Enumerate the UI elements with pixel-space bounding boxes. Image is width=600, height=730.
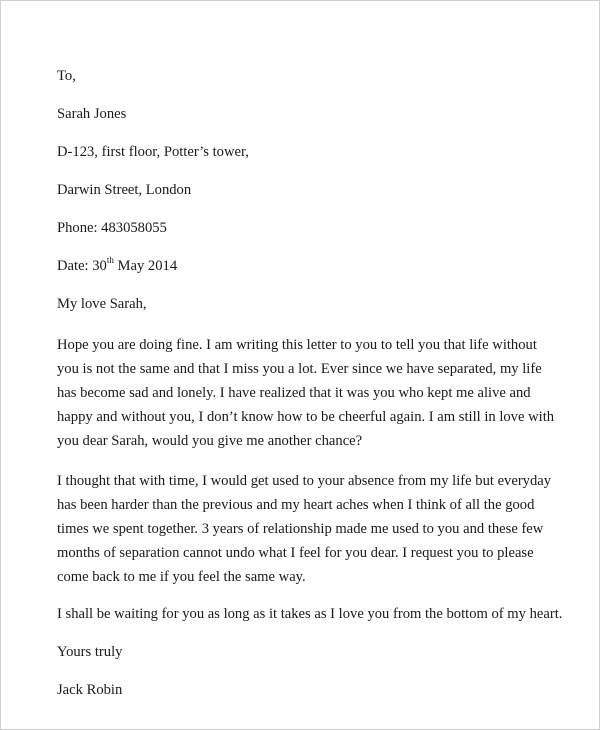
- paragraph-2-line: I thought that with time, I would get used to your absence from my life but everyday: [57, 473, 552, 489]
- closing: Yours truly: [57, 644, 123, 660]
- paragraph-2-line: come back to me if you feel the same way.: [57, 569, 306, 585]
- paragraph-1: [57, 333, 587, 453]
- address-line-2: Darwin Street, London: [57, 182, 192, 198]
- signature: Jack Robin: [57, 682, 123, 698]
- phone-line: Phone: 483058055: [57, 220, 167, 236]
- paragraph-3: I shall be waiting for you as long as it takes as I love you from the bottom of my heart.: [57, 606, 563, 622]
- paragraph-2-line: months of separation cannot undo what I feel for you dear. I request you to please: [57, 545, 534, 561]
- greeting: My love Sarah,: [57, 296, 147, 312]
- paragraph-1-line: you dear Sarah, would you give me another chance?: [57, 433, 363, 449]
- address-line-1: D-123, first floor, Potter’s tower,: [57, 144, 249, 160]
- date-ordinal: th: [106, 255, 114, 266]
- paragraph-2-line: times we spent together. 3 years of relationship made me used to you and these few: [57, 521, 544, 537]
- paragraph-1-line: happy and without you, I don’t know how to be cheerful again. I am still in love with: [57, 409, 555, 425]
- date-suffix: May 2014: [113, 258, 178, 274]
- recipient-name: Sarah Jones: [57, 106, 127, 122]
- paragraph-2: [57, 469, 587, 589]
- paragraph-1-line: has become sad and lonely. I have realized that it was you who kept me alive and: [57, 385, 531, 401]
- salutation-to: To,: [57, 68, 76, 84]
- paragraph-1-line: you is not the same and that I miss you a lot. Ever since we have separated, my life: [57, 361, 542, 377]
- date-line: [57, 257, 587, 276]
- paragraph-1-line: Hope you are doing fine. I am writing this letter to you to tell you that life without: [57, 337, 537, 353]
- letter-body: [57, 67, 587, 719]
- date-prefix: Date: 30: [57, 258, 107, 274]
- paragraph-2-line: has been harder than the previous and my heart aches when I think of all the good: [57, 497, 535, 513]
